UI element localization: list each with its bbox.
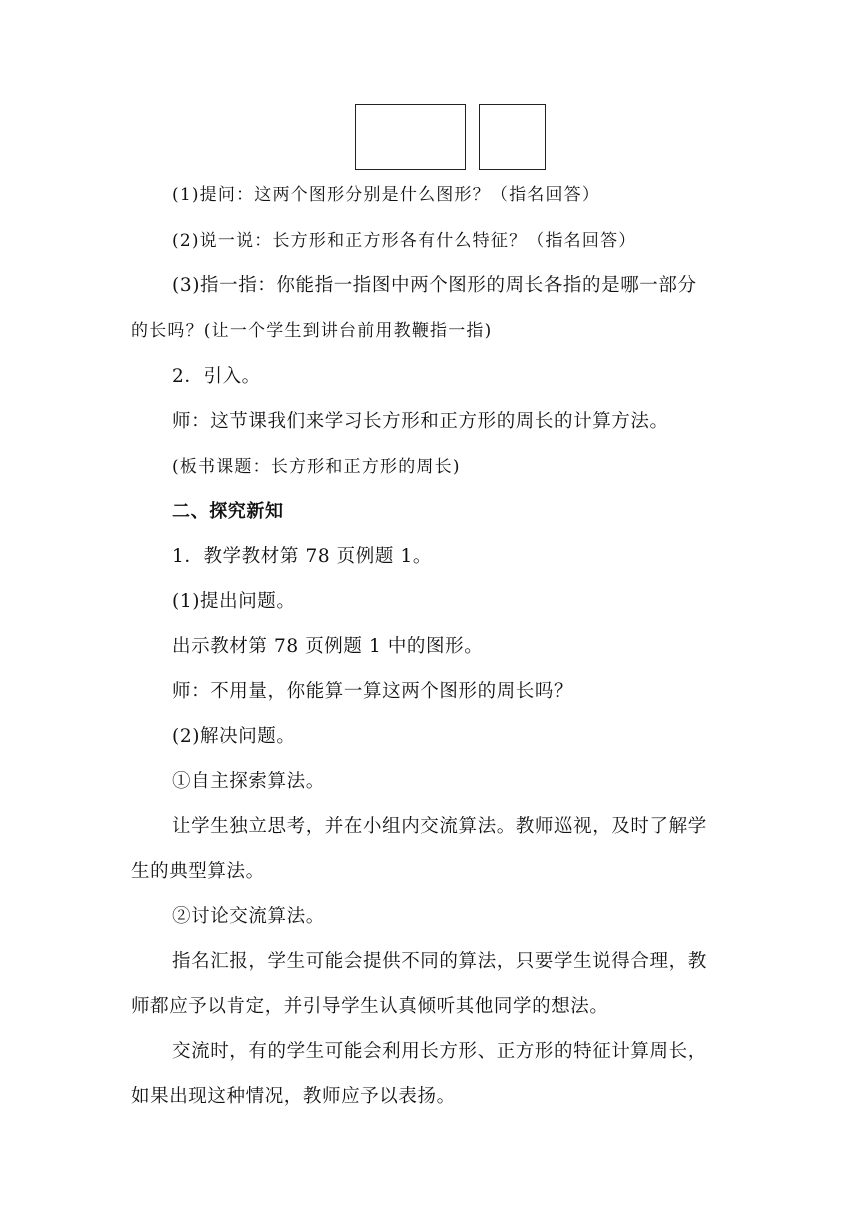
section-heading: 二、探究新知 — [172, 501, 284, 522]
paragraph-3-line-1: 交流时，有的学生可能会利用长方形、正方形的特征计算周长， — [172, 1041, 707, 1062]
question-3-line-1: (3)指一指：你能指一指图中两个图形的周长各指的是哪一部分 — [172, 275, 697, 296]
question-2: (2)说一说：长方形和正方形各有什么特征？（指名回答） — [172, 231, 637, 251]
paragraph-3-line-2: 如果出现这种情况，教师应予以表扬。 — [131, 1086, 456, 1107]
square-figure — [479, 104, 546, 170]
teaching-item-1: 1．教学教材第 78 页例题 1。 — [172, 546, 432, 567]
paragraph-2-line-1: 指名汇报，学生可能会提供不同的算法，只要学生说得合理，教 — [172, 951, 707, 972]
teacher-statement-2: 师：不用量，你能算一算这两个图形的周长吗？ — [172, 681, 574, 702]
question-1: (1)提问：这两个图形分别是什么图形？（指名回答） — [172, 185, 601, 205]
question-3-line-2: 的长吗？(让一个学生到讲台前用教鞭指一指) — [131, 321, 493, 341]
paragraph-2-line-2: 师都应予以肯定，并引导学生认真倾听其他同学的想法。 — [131, 996, 609, 1017]
step-2-heading: (2)解决问题。 — [172, 726, 296, 747]
intro-heading: 2．引入。 — [172, 366, 261, 387]
show-figure-line: 出示教材第 78 页例题 1 中的图形。 — [172, 636, 484, 657]
teacher-statement-1: 师：这节课我们来学习长方形和正方形的周长的计算方法。 — [172, 411, 669, 432]
paragraph-1-line-1: 让学生独立思考，并在小组内交流算法。教师巡视，及时了解学 — [172, 816, 707, 837]
rectangle-figure — [355, 104, 466, 170]
paragraph-1-line-2: 生的典型算法。 — [131, 861, 265, 882]
board-note: (板书课题：长方形和正方形的周长) — [172, 457, 461, 477]
step-1-heading: (1)提出问题。 — [172, 591, 296, 612]
sub-step-2: ②讨论交流算法。 — [172, 906, 325, 927]
sub-step-1: ①自主探索算法。 — [172, 771, 325, 792]
